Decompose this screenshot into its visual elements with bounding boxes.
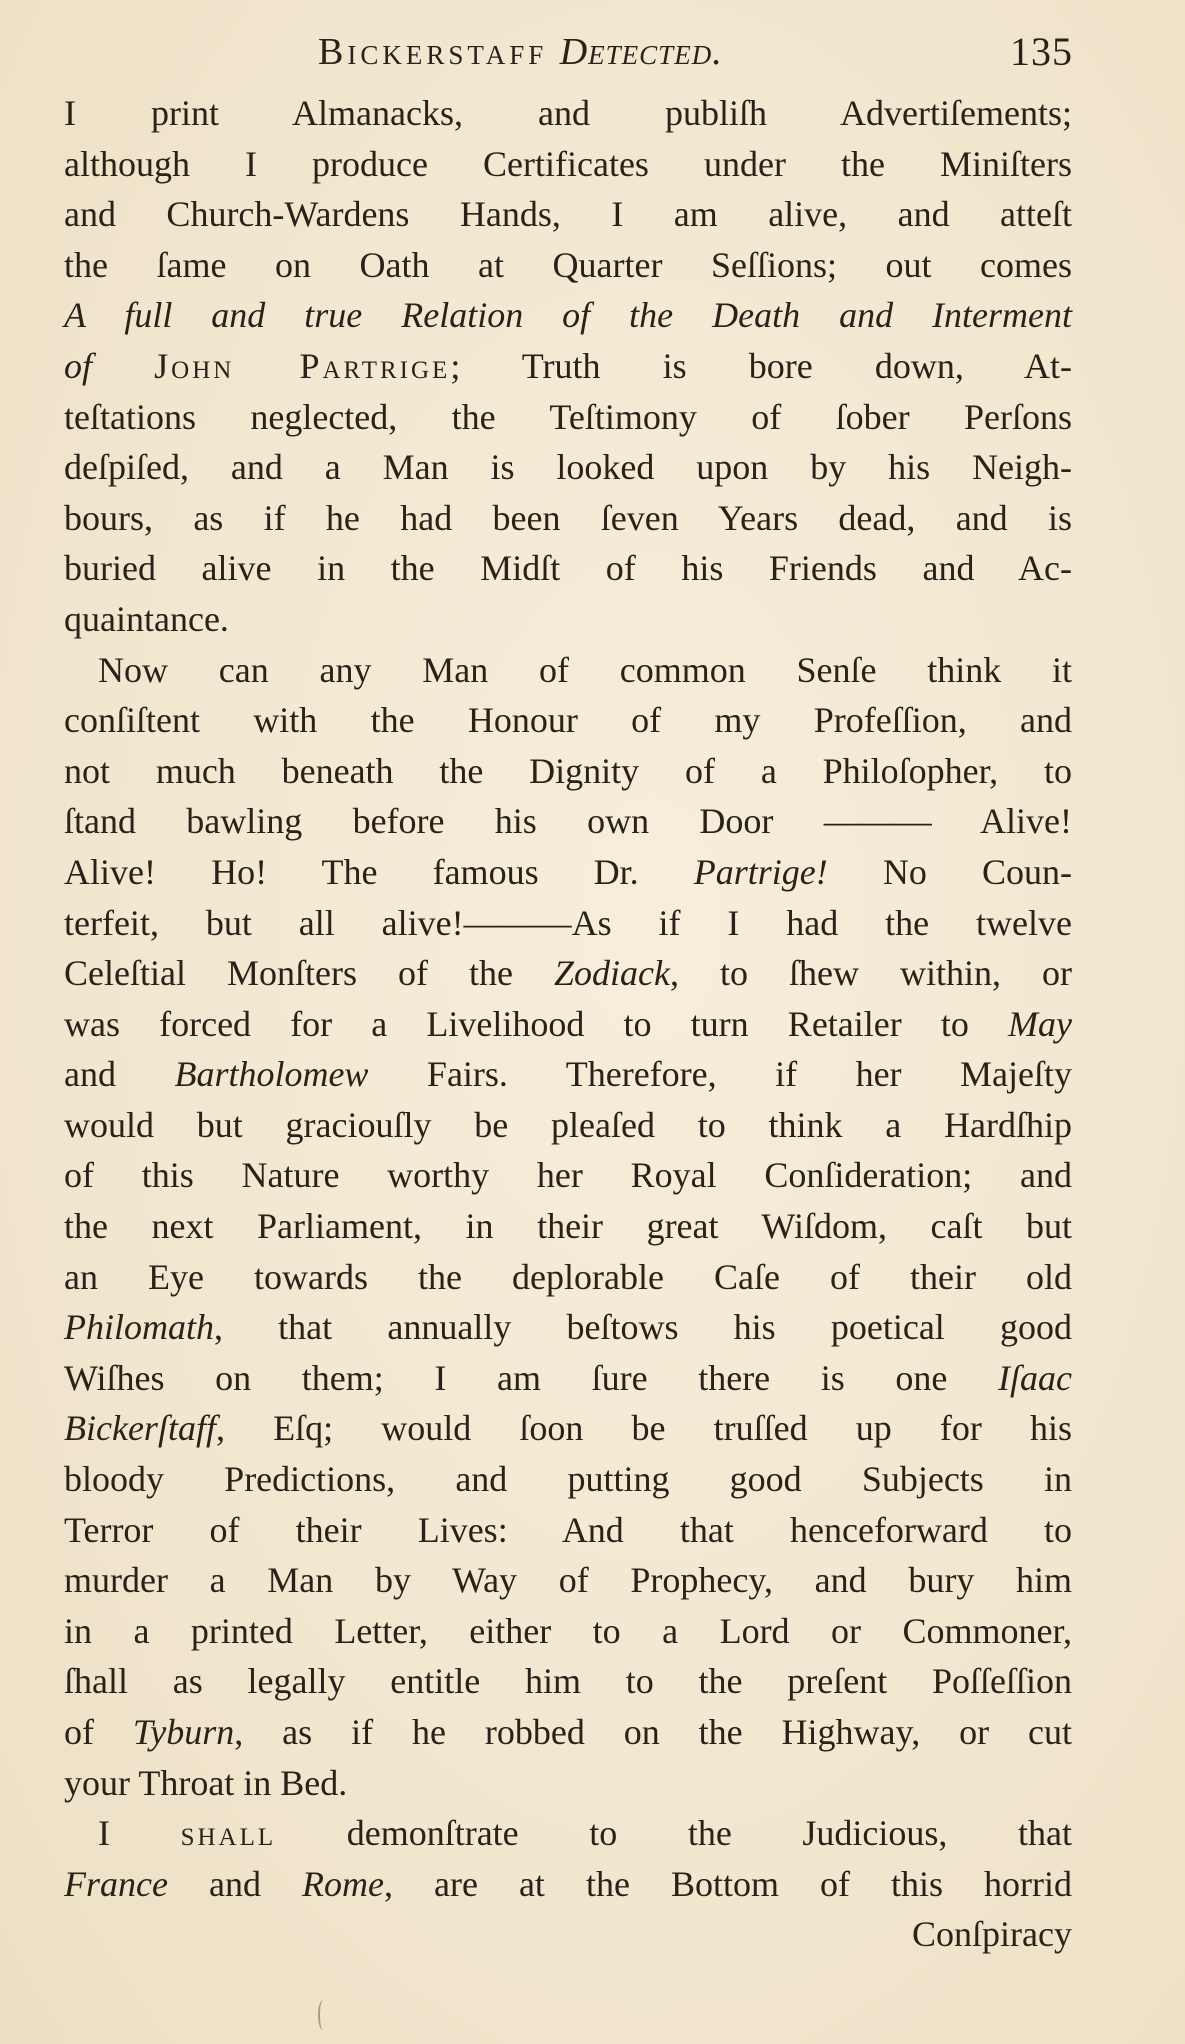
italic-text: of bbox=[64, 345, 93, 386]
body-text bbox=[64, 88, 1072, 1960]
text-run: deſpiſed, and a Man is looked upon by his Neigh- bbox=[64, 447, 1072, 488]
text-line bbox=[64, 290, 1072, 341]
text-line bbox=[64, 1403, 1072, 1454]
text-line bbox=[64, 796, 1072, 847]
running-head-title-italic: Detected. bbox=[559, 31, 723, 73]
text-run: of bbox=[64, 1712, 133, 1752]
italic-text: Bartholomew bbox=[174, 1054, 369, 1095]
text-run: and Church-Wardens Hands, I am alive, and atteſt bbox=[64, 194, 1072, 235]
text-line bbox=[64, 1353, 1072, 1404]
text-run: the next Parliament, in their great Wiſdom, caſt but bbox=[64, 1206, 1072, 1247]
text-run: was forced for a Livelihood to turn Retailer to bbox=[64, 1003, 1009, 1044]
text-line bbox=[64, 1606, 1072, 1657]
text-run: your Throat in Bed. bbox=[64, 1762, 348, 1803]
italic-text: May bbox=[1008, 1003, 1072, 1044]
text-run: Celeſtial Monſters of the bbox=[64, 953, 554, 994]
italic-text: Rome bbox=[302, 1863, 384, 1904]
running-head-title bbox=[318, 22, 723, 82]
text-run: of this Nature worthy her Royal Conſideration; and bbox=[64, 1155, 1072, 1196]
text-line bbox=[64, 392, 1072, 443]
text-run: and bbox=[167, 1863, 302, 1904]
italic-text: Tyburn bbox=[132, 1712, 235, 1752]
text-line bbox=[64, 88, 1072, 139]
text-line bbox=[64, 847, 1072, 898]
text-line bbox=[64, 1555, 1072, 1606]
small-caps-text: John Partrige bbox=[154, 345, 451, 386]
text-run: Conſpiracy bbox=[912, 1914, 1072, 1955]
text-run: would but graciouſly be pleaſed to think a Hardſhip bbox=[64, 1104, 1072, 1145]
text-line bbox=[64, 1859, 1072, 1910]
text-run: I print Almanacks, and publiſh Advertiſements; bbox=[64, 93, 1072, 133]
text-line bbox=[64, 1656, 1072, 1707]
text-run: , Eſq; would ſoon be truſſed up for his bbox=[215, 1408, 1072, 1449]
text-line bbox=[64, 999, 1072, 1050]
italic-text: France bbox=[64, 1863, 168, 1904]
text-run: ſtand bawling before his own Door ——— Alive! bbox=[64, 801, 1072, 842]
italic-text: Zodiack bbox=[553, 953, 670, 994]
italic-text: A full and true Relation of the Death and Interment bbox=[64, 295, 1072, 336]
text-run: bours, as if he had been ſeven Years dead, and is bbox=[64, 497, 1072, 538]
text-line bbox=[64, 645, 1072, 696]
text-run: murder a Man by Way of Prophecy, and bury him bbox=[64, 1560, 1072, 1601]
text-run: , as if he robbed on the Highway, or cut bbox=[234, 1712, 1072, 1752]
text-run: terfeit, but all alive!———As if I had the twelve bbox=[64, 902, 1072, 943]
text-line bbox=[64, 139, 1072, 190]
text-run: demonſtrate to the Judicious, that bbox=[276, 1813, 1072, 1854]
text-run: an Eye towards the deplorable Caſe of their old bbox=[64, 1256, 1072, 1297]
text-line bbox=[64, 1100, 1072, 1151]
running-head bbox=[318, 22, 1073, 82]
text-run: Alive! Ho! The famous Dr. bbox=[64, 851, 694, 892]
page-number: 135 bbox=[1010, 29, 1073, 74]
text-run: bloody Predictions, and putting good Subjects in bbox=[64, 1459, 1072, 1500]
text-run: the ſame on Oath at Quarter Seſſions; out comes bbox=[64, 244, 1072, 285]
text-line bbox=[64, 1252, 1072, 1303]
text-line bbox=[64, 948, 1072, 999]
italic-text: Iſaac bbox=[998, 1357, 1072, 1398]
page-mark bbox=[318, 2000, 328, 2030]
text-run: ſhall as legally entitle him to the preſent Poſſeſſion bbox=[64, 1661, 1072, 1702]
text-run: I bbox=[98, 1813, 181, 1854]
text-run: in a printed Letter, either to a Lord or Commoner, bbox=[64, 1610, 1072, 1651]
italic-text: Partrige! bbox=[693, 851, 828, 892]
text-run: buried alive in the Midſt of his Friends and Ac- bbox=[64, 548, 1072, 589]
text-line bbox=[64, 1707, 1072, 1758]
text-run: Terror of their Lives: And that henceforward to bbox=[64, 1509, 1072, 1550]
text-run: , that annually beſtows his poetical good bbox=[214, 1307, 1072, 1348]
text-run: conſiſtent with the Honour of my Profeſſion, and bbox=[64, 700, 1072, 741]
text-run: not much beneath the Dignity of a Philoſopher, to bbox=[64, 750, 1072, 791]
italic-text: Bickerſtaff bbox=[64, 1408, 216, 1449]
text-run: teſtations neglected, the Teſtimony of ſober Perſons bbox=[64, 396, 1072, 437]
running-head-title-name: Bickerstaff bbox=[318, 31, 548, 73]
text-line bbox=[64, 1150, 1072, 1201]
italic-text: Philomath bbox=[64, 1307, 214, 1348]
text-run: , are at the Bottom of this horrid bbox=[383, 1863, 1073, 1904]
text-line bbox=[64, 493, 1072, 544]
text-run bbox=[92, 346, 154, 386]
text-line bbox=[64, 1758, 1072, 1809]
text-run: Fairs. Therefore, if her Majeſty bbox=[368, 1054, 1072, 1095]
text-run: Wiſhes on them; I am ſure there is one bbox=[64, 1357, 999, 1398]
text-run: and bbox=[64, 1054, 175, 1095]
text-line bbox=[64, 240, 1072, 291]
text-line bbox=[64, 746, 1072, 797]
text-line bbox=[64, 1049, 1072, 1100]
text-line bbox=[64, 1909, 1072, 1960]
text-line bbox=[64, 341, 1072, 392]
text-line bbox=[64, 1505, 1072, 1556]
text-line bbox=[64, 442, 1072, 493]
text-run: quaintance. bbox=[64, 598, 229, 639]
text-run: ; Truth is bore down, At- bbox=[450, 345, 1073, 386]
text-line bbox=[64, 898, 1072, 949]
text-run: although I produce Certificates under the Miniſters bbox=[64, 143, 1072, 184]
text-run: Now can any Man of common Senſe think it bbox=[98, 649, 1072, 690]
text-line bbox=[64, 1454, 1072, 1505]
text-line bbox=[64, 1808, 1072, 1859]
text-line bbox=[64, 189, 1072, 240]
small-caps-text: shall bbox=[180, 1813, 277, 1854]
text-line bbox=[64, 543, 1072, 594]
text-run: , to ſhew within, or bbox=[669, 953, 1072, 994]
text-line bbox=[64, 594, 1072, 645]
text-line bbox=[64, 1201, 1072, 1252]
text-line bbox=[64, 695, 1072, 746]
text-run: No Coun- bbox=[827, 851, 1072, 892]
text-line bbox=[64, 1302, 1072, 1353]
